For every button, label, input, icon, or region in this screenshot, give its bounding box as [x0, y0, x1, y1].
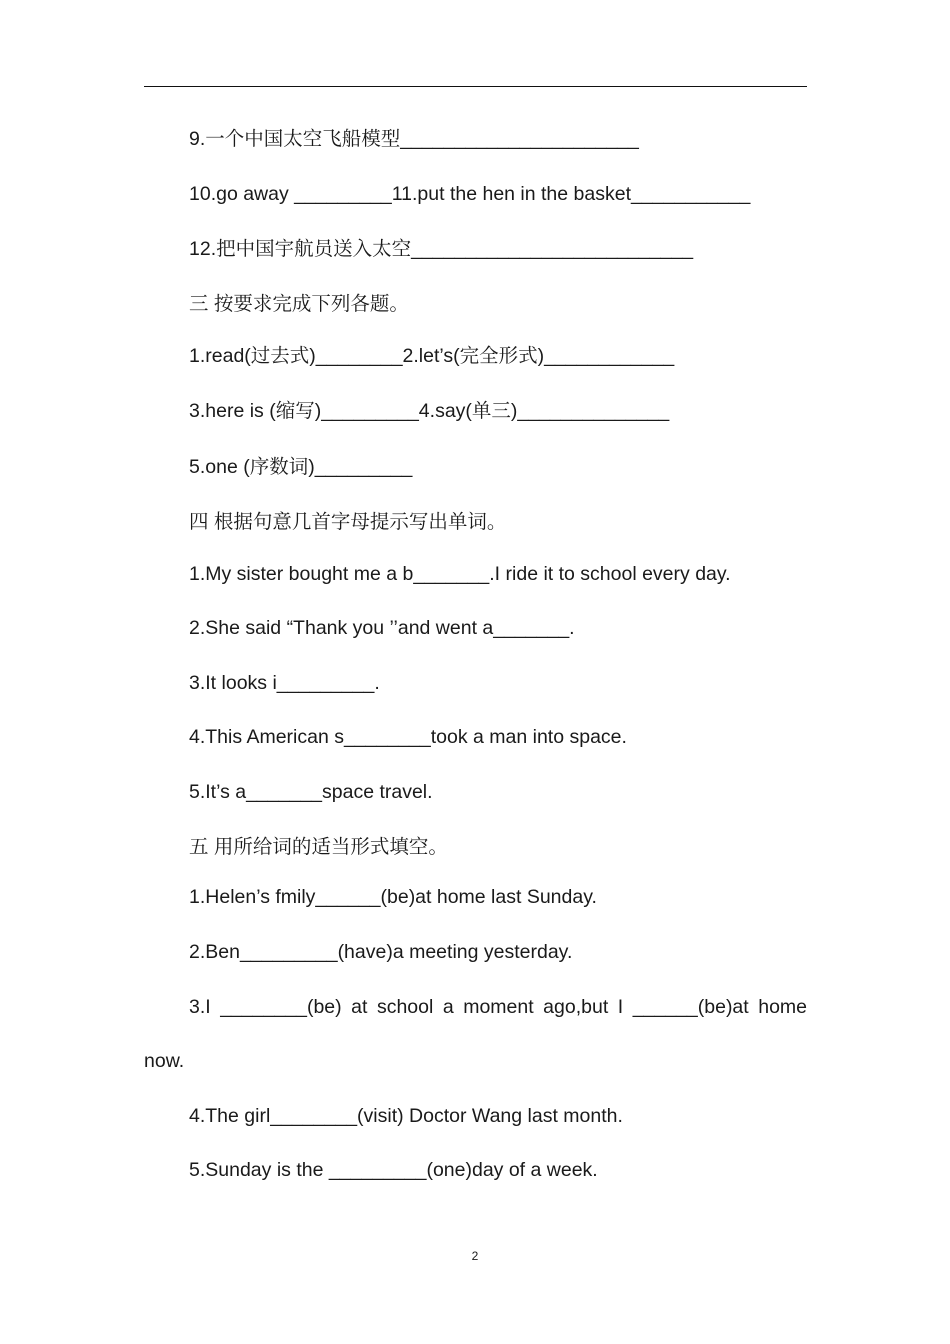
page-number: 2: [471, 1249, 479, 1263]
word: home: [758, 996, 807, 1018]
section-5-item-1: 1.Helen’s fmily______(be)at home last Sunday.: [189, 886, 597, 908]
word: ________(be): [220, 996, 342, 1018]
word: I: [617, 996, 624, 1018]
item-10-11: 10.go away _________11.put the hen in the basket___________: [189, 183, 751, 205]
section-4-item-1: 1.My sister bought me a b_______.I ride it to school every day.: [189, 563, 731, 585]
section-3-item-1-2: 1.read(过去式)________2.let’s(完全形式)____________: [189, 345, 675, 367]
section-4-item-5: 5.It’s a_______space travel.: [189, 781, 433, 803]
word: a: [442, 996, 454, 1018]
section-4-heading: 四 根据句意几首字母提示写出单词。: [189, 511, 507, 533]
section-5-item-3: [189, 995, 807, 1019]
section-4-item-3: 3.It looks i_________.: [189, 672, 380, 694]
section-5-item-2: 2.Ben_________(have)a meeting yesterday.: [189, 941, 573, 963]
section-4-item-4: 4.This American s________took a man into space.: [189, 726, 627, 748]
section-5-item-5: 5.Sunday is the _________(one)day of a week.: [189, 1159, 598, 1181]
word: school: [376, 996, 434, 1018]
section-5-heading: 五 用所给词的适当形式填空。: [189, 836, 448, 858]
word: moment: [463, 996, 534, 1018]
word: ago,but: [543, 996, 609, 1018]
item-12: 12.把中国宇航员送入太空__________________________: [189, 238, 694, 260]
word: ______(be)at: [632, 996, 749, 1018]
section-3-heading: 三 按要求完成下列各题。: [189, 293, 409, 315]
item-9: 9.一个中国太空飞船模型______________________: [189, 128, 639, 150]
section-3-item-5: 5.one (序数词)_________: [189, 456, 413, 478]
section-5-item-4: 4.The girl________(visit) Doctor Wang last month.: [189, 1105, 623, 1127]
word: at: [351, 996, 368, 1018]
header-rule: [144, 86, 807, 87]
section-5-item-3-continued: now.: [144, 1050, 185, 1072]
section-3-item-3-4: 3.here is (缩写)_________4.say(单三)______________: [189, 400, 670, 422]
section-4-item-2: 2.She said “Thank you ’’and went a_______.: [189, 617, 575, 639]
word: 3.I: [189, 996, 211, 1018]
